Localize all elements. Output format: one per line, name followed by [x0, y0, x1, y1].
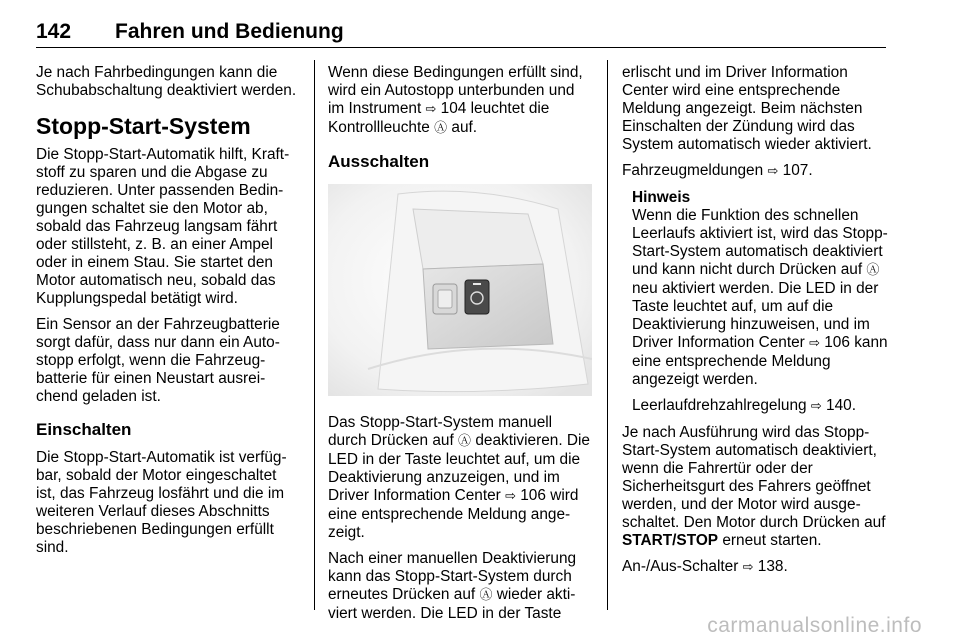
stop-start-button-icon: Ⓐ: [866, 263, 880, 278]
page-number: 142: [36, 20, 72, 43]
page-ref-arrow-icon: ⇨: [810, 399, 822, 414]
page-header: [36, 20, 886, 50]
note-box: [632, 189, 888, 416]
stop-start-button-illustration: [328, 184, 592, 396]
paragraph: Fahrzeugmeldungen ⇨ 107.: [622, 162, 813, 179]
subheading-ausschalten: Ausschalten: [328, 152, 430, 171]
page-ref-arrow-icon: ⇨: [809, 336, 820, 351]
column-left: [36, 64, 300, 565]
paragraph: Das Stopp-Start-System manuell durch Drücken auf Ⓐ deaktivieren. Die LED in der Taste leuchtet auf, um die Deaktivierung anzuzeigen, und im Driver Information Center ⇨ 106 wird eine entsprechende Meldung angezeigt.: [328, 414, 590, 541]
autostop-indicator-icon: Ⓐ: [434, 121, 448, 136]
column-middle: [328, 64, 592, 631]
paragraph: Die Stopp-Start-Automatik ist verfügbar, sobald der Motor eingeschaltet ist, das Fahrzeug losfährt und die im weiteren Verlauf dieses Abschnitts beschriebenen Bedingungen erfüllt sind.: [36, 449, 287, 556]
stop-start-button-icon: Ⓐ: [458, 434, 472, 449]
paragraph: Ein Sensor an der Fahrzeugbatterie sorgt dafür, dass nur dann ein Autostopp erfolgt, wenn die Fahrzeugbatterie für einen Neustart ausreichend geladen ist.: [36, 316, 280, 405]
start-stop-label: START/STOP: [622, 532, 719, 549]
watermark: carmanualsonline.info: [707, 614, 922, 637]
column-right: [622, 64, 888, 585]
stop-start-button-icon: Ⓐ: [479, 588, 493, 603]
note-title: Hinweis: [632, 189, 691, 206]
page-ref-arrow-icon: ⇨: [742, 560, 754, 575]
paragraph: Die Stopp-Start-Automatik hilft, Kraftstoff zu sparen und die Abgase zu reduzieren. Unter passenden Bedingungen schaltet sie den Motor ab, sobald das Fahrzeug langsam fährt oder stillsteht, z. B. an einer Ampel oder in einem Stau. Sie startet den Motor automatisch neu, sobald das Kupplungspedal betätigt wird.: [36, 146, 290, 307]
paragraph: erlischt und im Driver Information Center wird eine entsprechende Meldung angezeigt. Beim nächsten Einschalten der Zündung wird das System automatisch wieder aktiviert.: [622, 64, 872, 153]
header-rule: [36, 47, 886, 48]
page-ref-arrow-icon: ⇨: [767, 164, 779, 179]
section-heading-stopp-start: Stopp-Start-System: [36, 113, 251, 139]
column-divider-2: [607, 60, 608, 610]
paragraph: Je nach Fahrbedingungen kann die Schubabschaltung deaktiviert werden.: [36, 64, 297, 99]
page-ref-arrow-icon: ⇨: [425, 102, 437, 117]
paragraph: Nach einer manuellen Deaktivierung kann das Stopp-Start-System durch erneutes Drücken auf Ⓐ wieder aktiviert werden. Die LED in der Taste: [328, 550, 577, 622]
paragraph: Je nach Ausführung wird das Stopp-Start-System automatisch deaktiviert, wenn die Fahrertür oder der Sicherheitsgurt des Fahrers geöffnet werden, und der Motor wird ausgeschaltet. Den Motor durch Drücken auf START/STOP erneut starten.: [622, 424, 886, 549]
paragraph: Wenn diese Bedingungen erfüllt sind, wird ein Autostopp unterbunden und im Instrument ⇨ 104 leuchtet die Kontrollleuchte Ⓐ auf.: [328, 64, 583, 136]
subheading-einschalten: Einschalten: [36, 420, 132, 439]
note-text: Leerlaufdrehzahlregelung ⇨ 140.: [632, 397, 856, 414]
page-title: Fahren und Bedienung: [115, 20, 344, 43]
column-divider-1: [314, 60, 315, 610]
page-ref-arrow-icon: ⇨: [505, 489, 516, 504]
note-text: Wenn die Funktion des schnellen Leerlaufs aktiviert ist, wird das Stopp-Start-System automatisch deaktiviert und kann nicht durch Drücken auf Ⓐ neu aktiviert werden. Die LED in der Taste leuchtet auf, um auf die Deaktivierung hinzuweisen, und im Driver Information Center ⇨ 106 kann eine entsprechende Meldung angezeigt werden.: [632, 207, 888, 388]
paragraph: An-/Aus-Schalter ⇨ 138.: [622, 558, 788, 575]
